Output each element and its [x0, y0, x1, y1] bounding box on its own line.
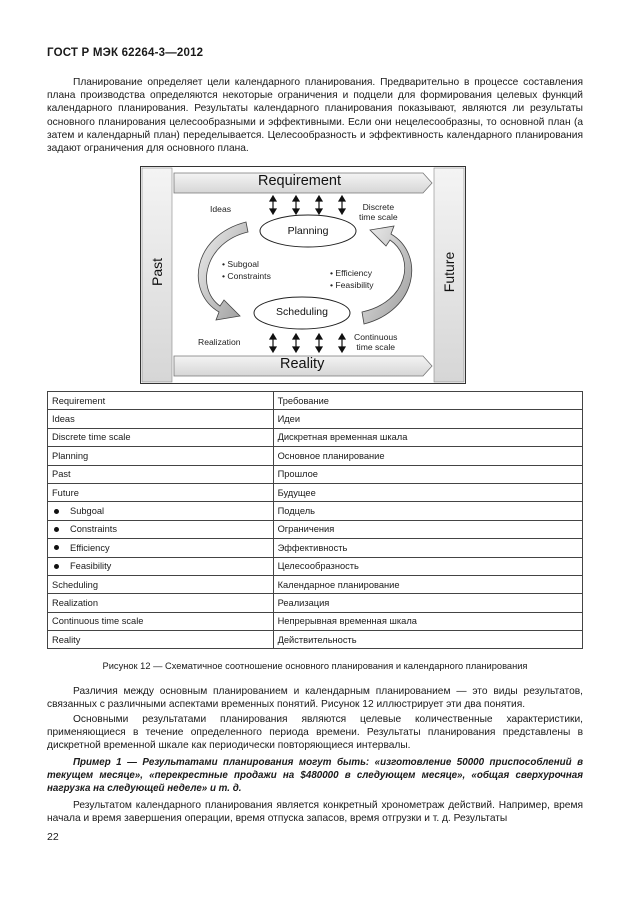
- constraints-label: • Constraints: [222, 271, 271, 281]
- glossary-term-en-text: Feasibility: [70, 561, 112, 572]
- glossary-term-en: [48, 539, 274, 557]
- glossary-term-en-text: Scheduling: [52, 579, 99, 590]
- glossary-row: [48, 539, 583, 557]
- glossary-term-en: [48, 520, 274, 538]
- glossary-term-en: [48, 483, 274, 501]
- glossary-term-en: [48, 594, 274, 612]
- glossary-term-en: [48, 392, 274, 410]
- glossary-term-en: [48, 631, 274, 649]
- glossary-term-ru: Будущее: [273, 483, 582, 501]
- glossary-row: [48, 631, 583, 649]
- glossary-term-ru: Основное планирование: [273, 447, 582, 465]
- subgoal-label: • Subgoal: [222, 259, 259, 269]
- glossary-term-en: [48, 502, 274, 520]
- document-header: ГОСТ Р МЭК 62264-3—2012: [47, 47, 204, 59]
- glossary-row: [48, 612, 583, 630]
- glossary-term-en-text: Planning: [52, 450, 89, 461]
- figure-frame: [141, 167, 466, 384]
- bullet-icon: [54, 564, 59, 569]
- glossary-term-ru: Прошлое: [273, 465, 582, 483]
- glossary-row: [48, 392, 583, 410]
- glossary-term-en: [48, 557, 274, 575]
- planning-label: Planning: [287, 225, 329, 237]
- glossary-term-ru: Эффективность: [273, 539, 582, 557]
- glossary-term-en-text: Discrete time scale: [52, 432, 131, 443]
- reality-label: Reality: [280, 356, 325, 372]
- glossary-row: [48, 594, 583, 612]
- glossary-term-en: [48, 465, 274, 483]
- paragraph-differences: Различия между основным планированием и календарным планированием — это виды результатов, связанных с различными аспектами временных понятий. Рисунок 12 иллюстрирует эти два понятия.: [47, 686, 583, 711]
- glossary-term-en-text: Realization: [52, 597, 98, 608]
- glossary-row: [48, 520, 583, 538]
- continuous-line-2: time scale: [356, 341, 396, 352]
- glossary-term-en-text: Requirement: [52, 395, 106, 406]
- glossary-term-en-text: Ideas: [52, 414, 75, 425]
- figure-planning-scheduling: [140, 166, 466, 384]
- glossary-row: [48, 575, 583, 593]
- glossary-row: [48, 502, 583, 520]
- glossary-term-ru: Реализация: [273, 594, 582, 612]
- figure-caption: Рисунок 12 — Схематичное соотношение основного планирования и календарного планирования: [102, 661, 528, 671]
- glossary-term-en-text: Continuous time scale: [52, 616, 144, 627]
- glossary-term-ru: Ограничения: [273, 520, 582, 538]
- example-1: Пример 1 — Результатами планирования могут быть: «изготовление 50000 приспособлений в текущем месяце», «перекрестные продажи на $480000 в следующем месяце», «общая сверхурочная нагрузка на следующей неделе» и т. д.: [47, 757, 583, 794]
- glossary-term-ru: Идеи: [273, 410, 582, 428]
- glossary-table: [47, 391, 583, 649]
- glossary-row: [48, 483, 583, 501]
- glossary-row: [48, 465, 583, 483]
- glossary-row: [48, 557, 583, 575]
- past-label: Past: [149, 258, 165, 287]
- glossary-term-en-text: Constraints: [70, 524, 118, 535]
- bullet-icon: [54, 527, 59, 532]
- efficiency-label: • Efficiency: [330, 268, 373, 278]
- bullet-icon: [54, 545, 59, 550]
- discrete-line-2: time scale: [359, 211, 398, 222]
- paragraph-scheduling-results: Результатом календарного планирования является конкретный хронометраж действий. Например, время начала и время завершения операции, время отпуска запасов, время отгрузки и т. д. Результаты: [47, 800, 583, 825]
- glossary-body: [48, 392, 583, 649]
- ideas-label: Ideas: [210, 204, 232, 214]
- feasibility-label: • Feasibility: [330, 280, 374, 290]
- discrete-time-scale-label: [359, 203, 398, 222]
- glossary-term-en-text: Past: [52, 469, 71, 480]
- glossary-term-en: [48, 447, 274, 465]
- glossary-row: [48, 447, 583, 465]
- glossary-term-en: [48, 428, 274, 446]
- glossary-term-ru: Дискретная временная шкала: [273, 428, 582, 446]
- glossary-term-ru: Календарное планирование: [273, 575, 582, 593]
- figure-diagram: [140, 166, 466, 384]
- glossary-term-ru: Непрерывная временная шкала: [273, 612, 582, 630]
- glossary-term-ru: Целесообразность: [273, 557, 582, 575]
- glossary-term-en-text: Reality: [52, 634, 81, 645]
- realization-label: Realization: [198, 337, 241, 347]
- discrete-line-1: Discrete: [362, 202, 395, 212]
- paragraph-intro: Планирование определяет цели календарного планирования. Предварительно в процессе составления плана производства определяются некоторые ограничения и подцели для формирования целевых функций календарного планирования. Результаты календарного планирования показывают, являются ли результаты основного планирования целесообразными и эффективными. Если они нецелесообразны, то основной план (а затем и календарный план) переделывается. Целесообразность и эффективность календарного планирования задают ограничения для основного плана.: [47, 77, 583, 155]
- glossary-term-en: [48, 612, 274, 630]
- glossary-term-en: [48, 410, 274, 428]
- page-number: 22: [47, 831, 59, 843]
- glossary-term-en: [48, 575, 274, 593]
- glossary-row: [48, 410, 583, 428]
- continuous-line-1: Continuous: [354, 332, 398, 342]
- continuous-time-scale-label: [354, 333, 397, 352]
- glossary-term-ru: Действительность: [273, 631, 582, 649]
- scheduling-label: Scheduling: [276, 306, 328, 318]
- requirement-label: Requirement: [258, 173, 342, 189]
- future-label: Future: [441, 251, 457, 293]
- glossary-term-en-text: Future: [52, 487, 79, 498]
- glossary-term-en-text: Subgoal: [70, 506, 105, 517]
- glossary-row: [48, 428, 583, 446]
- glossary-term-ru: Подцель: [273, 502, 582, 520]
- glossary-term-ru: Требование: [273, 392, 582, 410]
- bullet-icon: [54, 509, 59, 514]
- glossary-term-en-text: Efficiency: [70, 542, 110, 553]
- paragraph-planning-results: Основными результатами планирования являются целевые количественные характеристики, применяющиеся в течение определенного периода времени. Результаты планирования представлены в дискретной временной шкале как периодически повторяющиеся интервалы.: [47, 714, 583, 752]
